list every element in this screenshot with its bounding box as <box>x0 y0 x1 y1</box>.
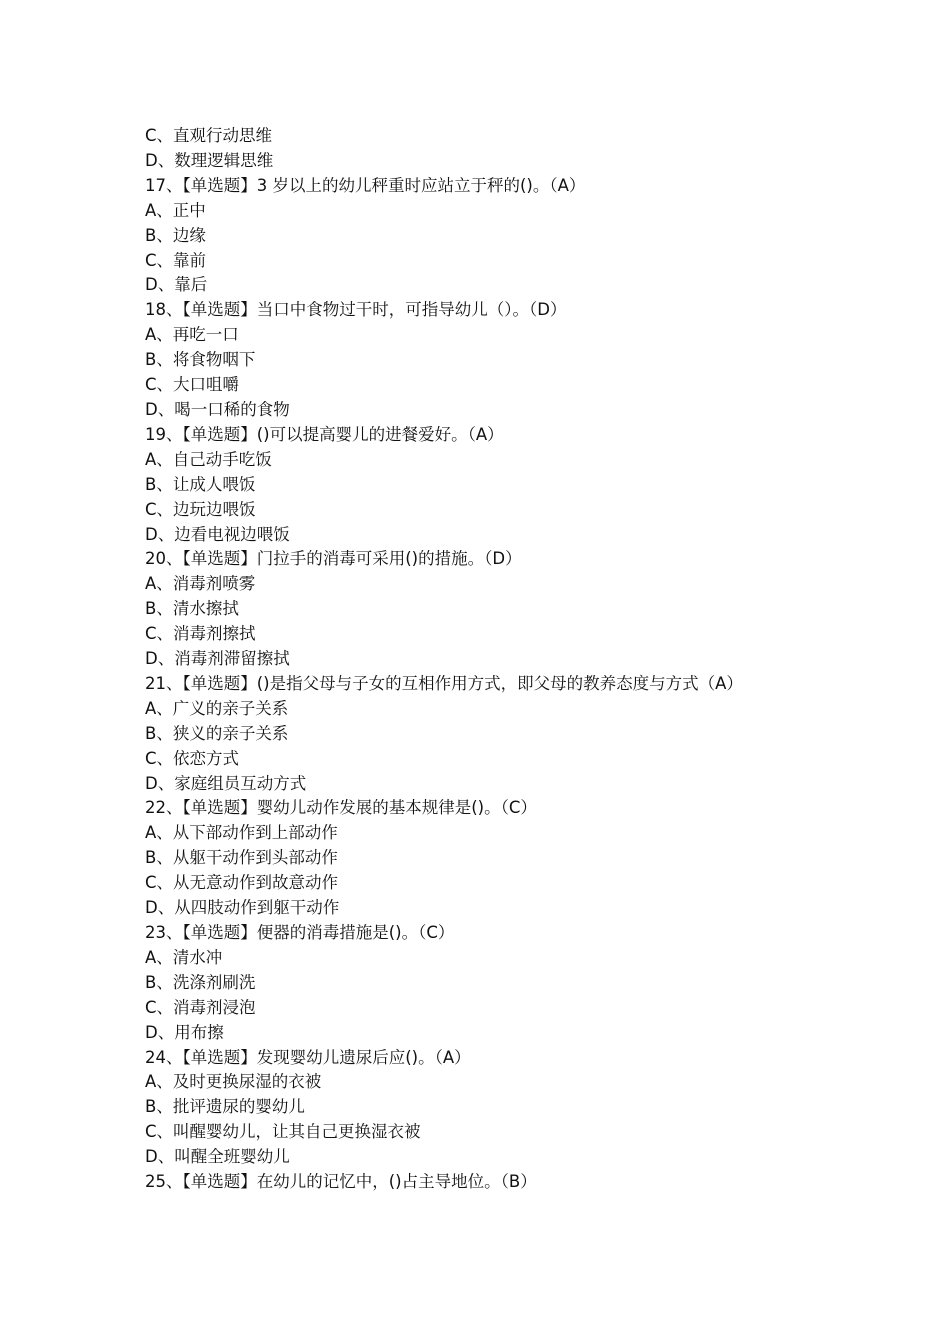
question-line: 17、【单选题】3 岁以上的幼儿秤重时应站立于秤的()。（A） <box>145 175 586 195</box>
question-line: 25、【单选题】在幼儿的记忆中，()占主导地位。（B） <box>145 1172 537 1192</box>
question-line: 21、【单选题】()是指父母与子女的互相作用方式，即父母的教养态度与方式（A） <box>145 673 743 693</box>
option-line: D、家庭组员互动方式 <box>145 773 307 793</box>
option-line: D、用布擦 <box>145 1022 224 1042</box>
option-line: D、边看电视边喂饭 <box>145 524 290 544</box>
option-line: B、边缘 <box>145 225 206 245</box>
option-line: B、批评遗尿的婴幼儿 <box>145 1097 305 1117</box>
option-line: A、消毒剂喷雾 <box>145 574 256 594</box>
option-line: A、清水冲 <box>145 947 223 967</box>
option-line: C、大口咀嚼 <box>145 375 240 395</box>
option-line: A、再吃一口 <box>145 325 239 345</box>
option-line: C、从无意动作到故意动作 <box>145 873 339 893</box>
option-line: C、消毒剂擦拭 <box>145 624 256 644</box>
question-line: 23、【单选题】便器的消毒措施是()。（C） <box>145 923 455 942</box>
option-line: D、从四肢动作到躯干动作 <box>145 898 340 918</box>
option-line: C、消毒剂浸泡 <box>145 997 256 1017</box>
option-line: C、直观行动思维 <box>145 126 273 145</box>
option-line: D、叫醒全班婴幼儿 <box>145 1147 290 1167</box>
option-line: D、数理逻辑思维 <box>145 150 274 170</box>
option-line: B、让成人喂饭 <box>145 474 256 494</box>
option-line: A、广义的亲子关系 <box>145 698 289 718</box>
document-body <box>145 124 825 1195</box>
question-line: 19、【单选题】()可以提高婴儿的进餐爱好。（A） <box>145 424 504 444</box>
question-line: 22、【单选题】婴幼儿动作发展的基本规律是()。（C） <box>145 798 537 818</box>
option-line: B、洗涤剂刷洗 <box>145 972 256 992</box>
option-line: C、靠前 <box>145 250 207 270</box>
option-line: B、将食物咽下 <box>145 350 256 370</box>
option-line: A、从下部动作到上部动作 <box>145 823 338 843</box>
option-line: B、狭义的亲子关系 <box>145 723 289 743</box>
option-line: C、依恋方式 <box>145 748 240 768</box>
question-line: 18、【单选题】当口中食物过干时，可指导幼儿（）。（D） <box>145 300 567 320</box>
option-line: D、消毒剂滞留擦拭 <box>145 649 290 669</box>
option-line: C、叫醒婴幼儿，让其自己更换湿衣被 <box>145 1122 421 1142</box>
option-line: A、及时更换尿湿的衣被 <box>145 1072 322 1092</box>
question-line: 20、【单选题】门拉手的消毒可采用()的措施。（D） <box>145 549 522 569</box>
option-line: C、边玩边喂饭 <box>145 499 256 519</box>
option-line: D、喝一口稀的食物 <box>145 399 290 419</box>
option-line: A、自己动手吃饭 <box>145 449 272 469</box>
option-line: B、从躯干动作到头部动作 <box>145 848 338 868</box>
option-line: D、靠后 <box>145 275 208 295</box>
option-line: A、正中 <box>145 200 206 220</box>
option-line: B、清水擦拭 <box>145 599 239 619</box>
question-line: 24、【单选题】发现婴幼儿遗尿后应()。（A） <box>145 1047 471 1067</box>
